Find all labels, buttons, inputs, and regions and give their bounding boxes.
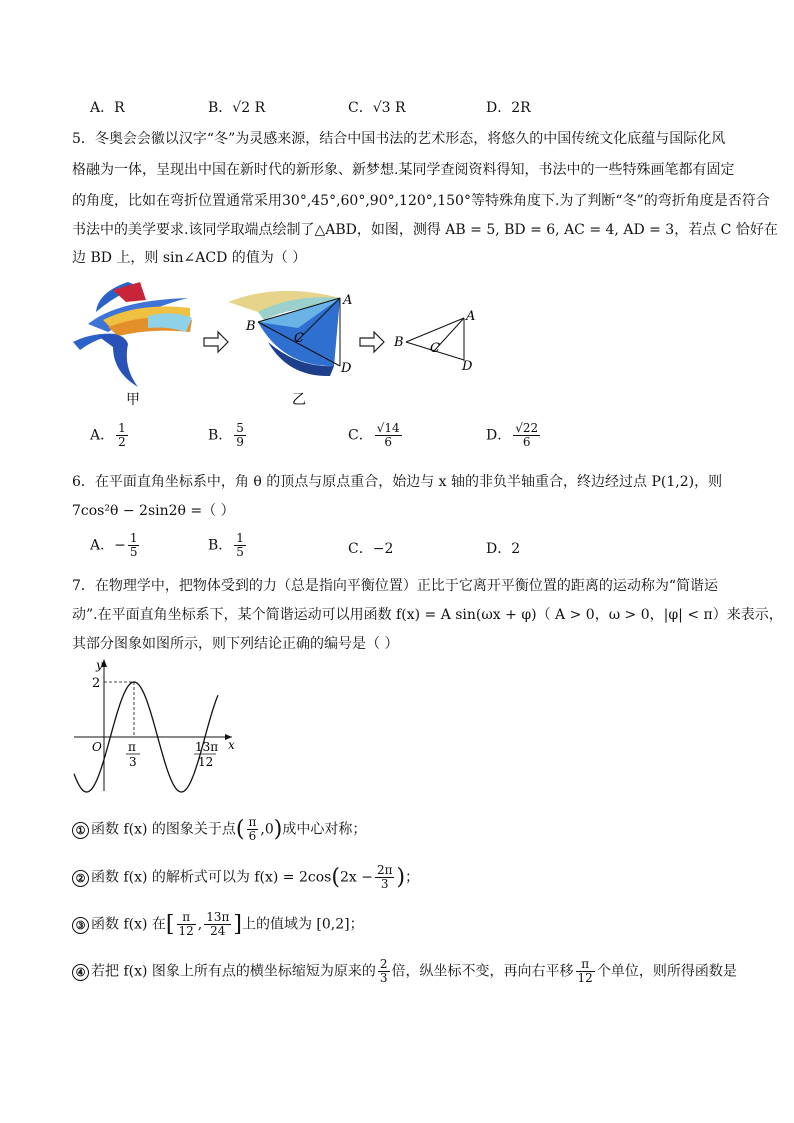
yi-point-b: B bbox=[246, 319, 256, 334]
tri-point-a: A bbox=[466, 309, 476, 324]
tick-label-pi3-num: π bbox=[128, 740, 136, 754]
q6-option-d: D．2 bbox=[486, 541, 521, 557]
q5-line-3: 的角度，比如在弯折位置通常采用30°,45°,60°,90°,120°,150°等特殊角度下.为了判断“冬”的弯折角度是否符合 bbox=[72, 193, 770, 209]
tri-point-c: C bbox=[430, 341, 440, 356]
tri-point-d: D bbox=[462, 359, 473, 374]
q5-line-4: 书法中的美学要求.该同学取端点绘制了△ABD，如图，测得 AB = 5, BD = 6, AC = 4, AD = 3，若点 C 恰好在 bbox=[72, 222, 778, 238]
q5-line-5: 边 BD 上，则 sin∠ACD 的值为（ ） bbox=[72, 250, 307, 266]
q5-option-a: A． $\frac{1}{2}$ bbox=[90, 421, 126, 449]
q6-option-b: B． $\frac{1}{5}$ bbox=[208, 531, 244, 559]
q4-option-a: A．R bbox=[90, 100, 125, 116]
q5-option-c: C． $\frac{√14}{6}$ bbox=[348, 421, 400, 449]
origin-label: O bbox=[92, 740, 102, 754]
q7-statement-4: ④ 若把 f(x) 图象上所有点的横坐标缩短为原来的 $\frac{2}{3}$ 倍，纵坐标不变，再向右平移 $\frac{\pi}{12}$ 个单位，则所得函数是 bbox=[72, 958, 737, 985]
q7-statement-3: ③ 函数 f(x) 在[ $\frac{\pi}{12}$ , $\frac{13\pi}{24}$ ]上的值域为 [0,2]； bbox=[72, 911, 364, 938]
q6-line-2: 7cos²θ − 2sin2θ =（ ） bbox=[72, 503, 235, 519]
fig-label-yi: 乙 bbox=[292, 392, 306, 408]
arrow-icon bbox=[204, 332, 228, 352]
axis-label-x: x bbox=[228, 738, 235, 752]
tick-label-13pi12-num: 13π bbox=[195, 740, 219, 754]
q7-statement-2: ② 函数 f(x) 的解析式可以为 f(x) = 2cos(2x − $\frac{2\pi}{3}$ )； bbox=[72, 864, 419, 891]
q5-figure bbox=[68, 272, 488, 412]
q7-line-2: 动”.在平面直角坐标系下，某个简谐运动可以用函数 f(x) = A sin(ωx + φ)（ A > 0，ω > 0，|φ| < π）来表示， bbox=[72, 607, 783, 623]
q7-line-1: 7．在物理学中，把物体受到的力（总是指向平衡位置）正比于它离开平衡位置的距离的运动称为“简谐运 bbox=[72, 578, 719, 594]
q6-line-1: 6．在平面直角坐标系中，角 θ 的顶点与原点重合，始边与 x 轴的非负半轴重合，终边经过点 P(1,2)，则 bbox=[72, 474, 723, 490]
tick-label-2: 2 bbox=[92, 676, 101, 691]
q6-option-a: A．− $\frac{1}{5}$ bbox=[90, 531, 138, 559]
fig-label-jia: 甲 bbox=[126, 392, 140, 408]
arrow-icon bbox=[360, 332, 384, 352]
q4-option-d: D．2R bbox=[486, 100, 531, 116]
q5-line-1: 5．冬奥会会徽以汉字“冬”为灵感来源，结合中国书法的艺术形态，将悠久的中国传统文化底蕴与国际化风 bbox=[72, 131, 726, 147]
q7-sine-graph bbox=[70, 655, 245, 795]
q5-line-2: 格融为一体，呈现出中国在新时代的新形象、新梦想.某同学查阅资料得知，书法中的一些特殊画笔都有固定 bbox=[72, 162, 735, 178]
tri-point-b: B bbox=[394, 335, 404, 350]
tick-label-pi3-den: 3 bbox=[129, 755, 137, 769]
axis-label-y: y bbox=[96, 658, 103, 672]
yi-point-d: D bbox=[341, 361, 352, 376]
q5-option-b: B． $\frac{5}{9}$ bbox=[208, 421, 244, 449]
winter-emblem-graphic bbox=[73, 282, 192, 387]
q4-option-b: B．√2 R bbox=[208, 100, 266, 116]
q6-option-c: C．−2 bbox=[348, 541, 394, 557]
tick-label-13pi12-den: 12 bbox=[198, 755, 214, 769]
q5-option-d: D． $\frac{√22}{6}$ bbox=[486, 421, 539, 449]
q7-statement-1: ① 函数 f(x) 的图象关于点( $\frac{\pi}{6}$ ,0)成中心对称； bbox=[72, 816, 366, 843]
q4-option-c: C．√3 R bbox=[348, 100, 406, 116]
calligraphy-stroke-graphic bbox=[228, 291, 340, 376]
q7-line-3: 其部分图象如图所示，则下列结论正确的编号是（ ） bbox=[72, 636, 399, 652]
yi-point-a: A bbox=[343, 293, 353, 308]
yi-point-c: C bbox=[294, 331, 304, 346]
